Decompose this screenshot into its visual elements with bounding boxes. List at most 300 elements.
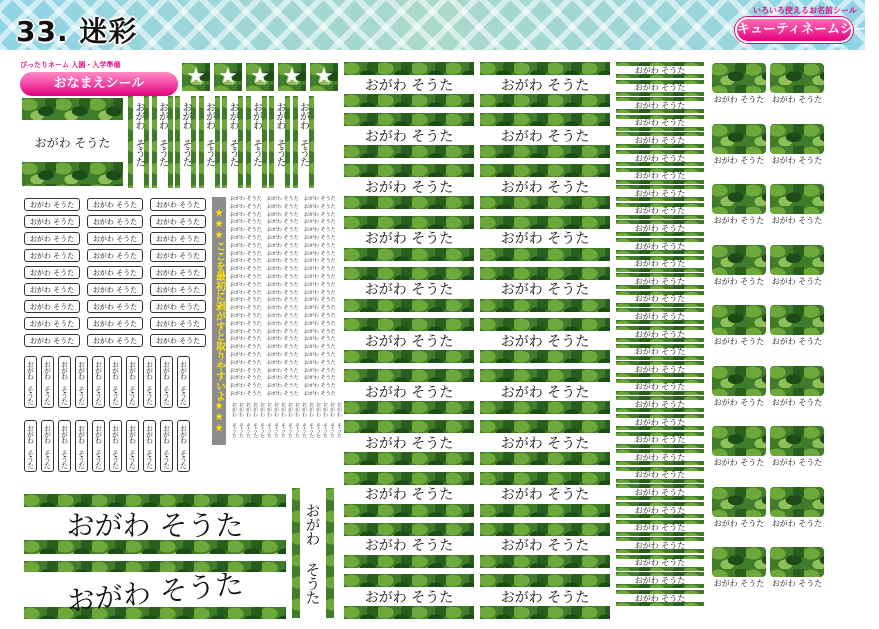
tiny-sticker: おがわ そうた [267, 250, 299, 257]
tiny-sticker: おがわ そうた [267, 281, 299, 288]
name-sticker [616, 379, 704, 395]
name-sticker [344, 267, 474, 312]
square-sticker [712, 426, 766, 481]
tiny-sticker: おがわ そうた [267, 203, 299, 210]
name-sticker [616, 590, 704, 606]
tiny-sticker: おがわ そうた [304, 375, 336, 382]
vertical-strip [246, 96, 267, 188]
tiny-sticker: おがわ そうた [267, 235, 299, 241]
logo-tagline: ぴったりネーム 入園・入学準備 [20, 61, 121, 69]
tiny-sticker: おがわ そうた [304, 289, 336, 296]
sticker-name: おがわ そうた [145, 360, 154, 404]
tiny-sticker: おがわ そうた [230, 336, 262, 343]
sticker-name: おがわ そうた [713, 397, 765, 407]
tiny-sticker: おがわ そうた [267, 328, 299, 335]
name-sticker [344, 318, 474, 363]
camo-pattern [770, 124, 824, 154]
sticker-name: おがわ そうた [771, 216, 823, 225]
sticker-name: おがわ そうた [634, 223, 686, 233]
tiny-sticker: おがわ そうた [230, 367, 262, 374]
sticker-name: おがわ そうた [162, 360, 171, 404]
tiny-sticker: おがわ そうた [267, 359, 299, 366]
square-sticker [770, 366, 824, 421]
mini-sticker: おがわ そうた [150, 198, 206, 211]
mini-vertical-sticker [177, 420, 190, 472]
camo-pattern [770, 547, 824, 577]
sticker-name: おがわ そうた [634, 241, 686, 251]
sticker-name: おがわ そうた [500, 384, 590, 401]
name-sticker [616, 555, 704, 571]
sticker-name: おがわ そうた [771, 397, 823, 407]
mini-vertical-sticker [41, 420, 54, 472]
name-sticker [616, 484, 704, 500]
sticker-name: おがわ そうた [65, 566, 245, 619]
mini-vertical-sticker [160, 420, 173, 472]
vertical-strip [293, 96, 314, 188]
name-sticker [616, 238, 704, 254]
tiny-vertical-sticker: おがわ そうた [336, 402, 342, 438]
sticker-name: おがわ そうた [500, 231, 590, 248]
mini-vertical-sticker [160, 356, 173, 408]
sticker-name: おがわ そうた [303, 502, 322, 604]
tiny-sticker: おがわ そうた [304, 367, 336, 374]
tiny-vertical-sticker: おがわ そうた [252, 402, 258, 438]
tiny-sticker: おがわ そうた [267, 274, 299, 280]
camo-pattern [770, 63, 824, 93]
camo-pattern [712, 487, 766, 517]
tiny-sticker: おがわ そうた [267, 196, 299, 202]
tiny-sticker: おがわ そうた [230, 344, 262, 351]
sticker-name: おがわ そうた [364, 77, 454, 94]
camo-pattern [712, 305, 766, 335]
sticker-name: おがわ そうた [250, 102, 262, 166]
star-icon: ★ [246, 63, 274, 91]
name-sticker [480, 369, 610, 414]
name-sticker [344, 420, 474, 465]
sticker-name: おがわ そうた [713, 579, 765, 588]
sticker-name: おがわ そうた [364, 333, 454, 350]
tiny-sticker: おがわ そうた [230, 383, 262, 390]
sticker-name: おがわ そうた [364, 589, 454, 606]
sticker-name: おがわ そうた [634, 523, 686, 533]
sticker-name: おがわ そうた [227, 102, 238, 166]
sticker-name: おがわ そうた [634, 311, 686, 321]
tiny-sticker: おがわ そうた [304, 297, 336, 304]
tiny-sticker: おがわ そうた [304, 344, 336, 351]
name-sticker [480, 164, 610, 209]
name-sticker [616, 308, 704, 324]
large-sticker [24, 494, 286, 554]
tiny-vertical-sticker: おがわ そうた [315, 402, 321, 438]
sticker-name: おがわ そうた [364, 179, 454, 196]
sticker-name: おがわ そうた [145, 424, 154, 468]
name-sticker [344, 113, 474, 158]
mini-sticker: おがわ そうた [24, 266, 80, 279]
name-sticker [480, 472, 610, 517]
tiny-sticker: おがわ そうた [304, 266, 336, 273]
tiny-sticker: おがわ そうた [230, 391, 262, 397]
sticker-name: おがわ そうた [34, 135, 111, 150]
tiny-sticker: おがわ そうた [267, 227, 299, 234]
vertical-strip [175, 96, 196, 188]
sticker-name: おがわ そうた [771, 276, 823, 286]
square-sticker [770, 426, 824, 481]
sticker-name: おがわ そうた [179, 424, 188, 468]
star-stickers [182, 63, 338, 91]
square-sticker [712, 305, 766, 360]
mini-sticker: おがわ そうた [87, 249, 143, 262]
mini-vertical-sticker [109, 356, 122, 408]
tiny-sticker: おがわ そうた [304, 328, 336, 335]
name-sticker [616, 62, 704, 78]
sticker-name: おがわ そうた [77, 360, 86, 404]
tiny-sticker: おがわ そうた [230, 219, 262, 226]
tiny-sticker: おがわ そうた [230, 250, 262, 257]
sticker-name: おがわ そうた [634, 171, 686, 181]
tiny-sticker: おがわ そうた [304, 203, 336, 210]
mini-sticker: おがわ そうた [87, 283, 143, 296]
sticker-name: おがわ そうた [156, 102, 168, 166]
tiny-sticker: おがわ そうた [267, 266, 299, 273]
tiny-sticker: おがわ そうた [304, 391, 336, 397]
mini-sticker: おがわ そうた [87, 198, 143, 211]
sticker-name: おがわ そうた [634, 118, 686, 128]
sticker-name: おがわ そうた [634, 575, 686, 585]
tiny-sticker: おがわ そうた [304, 258, 336, 265]
sticker-name: おがわ そうた [500, 487, 590, 504]
tiny-sticker: おがわ そうた [230, 196, 262, 202]
square-sticker [712, 63, 766, 118]
sticker-name: おがわ そうた [500, 333, 590, 350]
tiny-sticker: おがわ そうた [267, 289, 299, 296]
mini-sticker: おがわ そうた [24, 283, 80, 296]
name-sticker [344, 472, 474, 517]
square-sticker [770, 63, 824, 118]
mini-vertical-sticker [177, 356, 190, 408]
tiny-sticker: おがわ そうた [267, 344, 299, 351]
camo-pattern [770, 305, 824, 335]
name-sticker [616, 502, 704, 518]
mini-sticker: おがわ そうた [24, 232, 80, 245]
vertical-strip [269, 96, 290, 188]
tiny-sticker: おがわ そうた [304, 274, 336, 280]
vertical-strip [128, 96, 149, 188]
header-banner [0, 0, 879, 50]
sticker-name: おがわ そうた [364, 384, 454, 401]
name-sticker [616, 132, 704, 148]
tiny-sticker: おがわ そうた [230, 203, 262, 210]
tiny-sticker: おがわ そうた [230, 227, 262, 234]
tiny-vertical-sticker: おがわ そうた [273, 402, 279, 438]
mini-vertical-sticker [126, 356, 139, 408]
vertical-strip [199, 96, 220, 188]
tiny-sticker: おがわ そうた [230, 242, 262, 249]
sticker-name: おがわ そうた [771, 518, 823, 528]
mini-vertical-sticker [109, 420, 122, 472]
sticker-name: おがわ そうた [634, 259, 686, 269]
sticker-name: おがわ そうた [634, 276, 686, 286]
mini-sticker: おがわ そうた [87, 266, 143, 279]
star-icon: ★ [278, 63, 306, 91]
tiny-sticker: おがわ そうた [230, 375, 262, 382]
sticker-name: おがわ そうた [634, 206, 686, 216]
sticker-name: おがわ そうた [713, 216, 765, 225]
name-sticker [616, 520, 704, 536]
square-sticker [770, 487, 824, 542]
square-sticker [712, 547, 766, 602]
tiny-sticker: おがわ そうた [267, 313, 299, 319]
name-sticker [480, 318, 610, 363]
name-sticker [616, 168, 704, 184]
tiny-vertical-sticker: おがわ そうた [259, 402, 265, 438]
tiny-vertical-sticker: おがわ そうた [280, 402, 286, 438]
mini-sticker: おがわ そうた [24, 198, 80, 211]
sticker-name: おがわ そうた [634, 83, 686, 93]
mini-sticker: おがわ そうた [87, 232, 143, 245]
mini-vertical-sticker [92, 356, 105, 408]
camo-pattern [712, 366, 766, 396]
name-sticker [616, 273, 704, 289]
name-sticker [480, 420, 610, 465]
name-sticker [344, 164, 474, 209]
square-sticker [712, 245, 766, 300]
square-sticker [770, 245, 824, 300]
square-sticker [770, 547, 824, 602]
name-sticker [480, 267, 610, 312]
tiny-sticker: おがわ そうた [230, 359, 262, 366]
sticker-name: おがわ そうた [500, 179, 590, 196]
sticker-name: おがわ そうた [94, 360, 103, 404]
mini-sticker: おがわ そうた [150, 334, 206, 347]
name-sticker [616, 150, 704, 166]
tiny-sticker: おがわ そうた [304, 359, 336, 366]
tiny-sticker: おがわ そうた [230, 266, 262, 273]
tiny-sticker: おがわ そうた [304, 250, 336, 257]
tiny-vertical-sticker: おがわ そうた [245, 402, 251, 438]
camo-pattern [770, 366, 824, 396]
tiny-vertical-sticker: おがわ そうた [231, 402, 237, 438]
sticker-name: おがわ そうた [500, 128, 590, 145]
sticker-name: おがわ そうた [634, 364, 686, 374]
mini-sticker: おがわ そうた [24, 334, 80, 347]
camo-pattern [770, 245, 824, 275]
sticker-name: おがわ そうた [500, 589, 590, 606]
sticker-name: おがわ そうた [771, 95, 823, 104]
tiny-sticker: おがわ そうた [304, 196, 336, 202]
sticker-name: おがわ そうた [364, 282, 454, 299]
camo-pattern [770, 487, 824, 517]
name-sticker [616, 414, 704, 430]
sticker-name: おがわ そうた [634, 505, 686, 515]
tiny-vertical-sticker: おがわ そうた [287, 402, 293, 438]
sticker-name: おがわ そうた [634, 558, 686, 568]
name-sticker [616, 344, 704, 360]
star-icon: ★ [214, 63, 242, 91]
tiny-sticker: おがわ そうた [267, 375, 299, 382]
tiny-sticker: おがわ そうた [267, 352, 299, 358]
sticker-name: おがわ そうた [634, 452, 686, 462]
name-sticker [616, 203, 704, 219]
sticker-name: おがわ そうた [771, 155, 823, 165]
tiny-sticker: おがわ そうた [267, 383, 299, 390]
mini-sticker: おがわ そうた [150, 283, 206, 296]
sticker-name: おがわ そうた [713, 458, 765, 467]
tiny-sticker: おがわ そうた [267, 258, 299, 265]
sticker-name: おがわ そうた [66, 509, 244, 542]
tiny-sticker: おがわ そうた [304, 352, 336, 358]
square-sticker [770, 305, 824, 360]
sticker-name: おがわ そうた [26, 360, 35, 404]
square-sticker [712, 366, 766, 421]
sticker-name: おがわ そうた [43, 360, 52, 404]
sticker-name: おがわ そうた [634, 100, 686, 110]
tiny-sticker: おがわ そうた [230, 281, 262, 288]
tiny-vertical-sticker: おがわ そうた [329, 402, 335, 438]
star-icon: ★ [310, 63, 338, 91]
camo-pattern [712, 124, 766, 154]
tiny-sticker: おがわ そうた [304, 219, 336, 226]
tiny-vertical-sticker: おがわ そうた [308, 402, 314, 438]
mini-sticker: おがわ そうた [150, 215, 206, 228]
tall-vertical-sticker [292, 488, 334, 618]
sticker-name: おがわ そうた [60, 424, 69, 468]
sticker-name: おがわ そうた [364, 538, 454, 555]
name-sticker [480, 216, 610, 261]
tiny-vertical-sticker: おがわ そうた [322, 402, 328, 438]
page-title: 33. 迷彩 [16, 15, 138, 48]
sticker-name: おがわ そうた [297, 102, 309, 166]
name-sticker [344, 523, 474, 568]
name-sticker [616, 326, 704, 342]
sticker-name: おがわ そうた [133, 102, 144, 166]
name-sticker [344, 216, 474, 261]
name-sticker [616, 432, 704, 448]
mini-sticker: おがわ そうた [24, 300, 80, 313]
sticker-name: おがわ そうた [713, 337, 765, 346]
brand-name: キューティネームシール [735, 17, 853, 43]
mini-sticker: おがわ そうた [24, 215, 80, 228]
tiny-sticker: おがわ そうた [230, 211, 262, 218]
sticker-name: おがわ そうた [634, 470, 686, 480]
tiny-sticker: おがわ そうた [267, 242, 299, 249]
mini-vertical-sticker [92, 420, 105, 472]
name-sticker [616, 185, 704, 201]
sticker-name: おがわ そうた [364, 435, 454, 452]
name-sticker [344, 62, 474, 107]
name-sticker [616, 291, 704, 307]
mini-vertical-sticker [143, 420, 156, 472]
square-sticker [770, 124, 824, 179]
tiny-sticker: おがわ そうた [304, 235, 336, 241]
name-sticker [616, 396, 704, 412]
mini-sticker: おがわ そうた [87, 300, 143, 313]
brand-tagline: いろいろ使えるお名前シール [753, 6, 857, 15]
mini-vertical-sticker [24, 356, 37, 408]
peel-notice [212, 197, 226, 445]
name-sticker [344, 574, 474, 619]
mini-sticker: おがわ そうた [24, 317, 80, 330]
name-sticker [616, 97, 704, 113]
tiny-sticker: おがわ そうた [230, 274, 262, 280]
sticker-name: おがわ そうた [634, 153, 686, 163]
sticker-name: おがわ そうた [180, 102, 191, 166]
mini-sticker: おがわ そうた [24, 249, 80, 262]
tiny-sticker: おがわ そうた [267, 305, 299, 312]
sticker-name: おがわ そうた [203, 102, 215, 166]
sticker-name: おがわ そうた [111, 360, 120, 404]
tiny-sticker: おがわ そうた [304, 242, 336, 249]
brand-logo [735, 5, 879, 45]
name-sticker [616, 256, 704, 272]
logo-name: おなまえシール [20, 72, 178, 96]
tiny-sticker: おがわ そうた [230, 289, 262, 296]
sticker-name: おがわ そうた [179, 360, 188, 404]
sticker-name: おがわ そうた [364, 487, 454, 504]
tiny-sticker: おがわ そうた [267, 391, 299, 397]
peel-notice-text: ★★★ここを最初に剥がすと取りやすいよ★★★ [213, 208, 225, 434]
onamae-logo [20, 60, 178, 96]
sticker-name: おがわ そうた [713, 276, 765, 286]
mini-sticker: おがわ そうた [150, 300, 206, 313]
sticker-name: おがわ そうた [634, 593, 686, 603]
tiny-sticker: おがわ そうた [304, 227, 336, 234]
vertical-strip [222, 96, 243, 188]
sticker-name: おがわ そうた [500, 282, 590, 299]
sticker-name: おがわ そうた [162, 424, 171, 468]
sticker-name: おがわ そうた [634, 399, 686, 409]
name-sticker [616, 449, 704, 465]
mini-vertical-sticker [75, 356, 88, 408]
name-sticker [344, 369, 474, 414]
mini-sticker: おがわ そうた [150, 249, 206, 262]
mini-sticker: おがわ そうた [150, 232, 206, 245]
sticker-name: おがわ そうた [634, 487, 686, 497]
sticker-name: おがわ そうた [771, 579, 823, 588]
tiny-vertical-sticker: おがわ そうた [266, 402, 272, 438]
sticker-name: おがわ そうた [77, 424, 86, 468]
camo-pattern [712, 184, 766, 214]
sticker-name: おがわ そうた [60, 360, 69, 404]
sticker-name: おがわ そうた [500, 77, 590, 94]
name-sticker [480, 574, 610, 619]
sticker-name: おがわ そうた [634, 329, 686, 339]
sticker-name: おがわ そうた [634, 347, 686, 357]
sticker-name: おがわ そうた [500, 435, 590, 452]
tiny-sticker: おがわ そうた [267, 320, 299, 327]
sticker-name: おがわ そうた [26, 424, 35, 468]
tiny-sticker: おがわ そうた [304, 313, 336, 319]
mini-sticker: おがわ そうた [150, 317, 206, 330]
sticker-name: おがわ そうた [94, 424, 103, 468]
sticker-name: おがわ そうた [634, 188, 686, 198]
tiny-sticker: おがわ そうた [267, 211, 299, 218]
square-sticker [712, 487, 766, 542]
sticker-name: おがわ そうた [364, 128, 454, 145]
mini-sticker: おがわ そうた [87, 334, 143, 347]
sticker-name: おがわ そうた [634, 135, 686, 145]
tiny-sticker: おがわ そうた [230, 258, 262, 265]
tiny-sticker: おがわ そうた [304, 320, 336, 327]
mini-sticker: おがわ そうた [150, 266, 206, 279]
sticker-name: おがわ そうた [713, 155, 765, 165]
mini-sticker: おがわ そうた [87, 215, 143, 228]
sticker-name: おがわ そうた [111, 424, 120, 468]
camo-pattern [712, 245, 766, 275]
sticker-name: おがわ そうた [713, 95, 765, 104]
sticker-name: おがわ そうた [771, 458, 823, 467]
mini-vertical-sticker [58, 356, 71, 408]
mini-vertical-sticker [41, 356, 54, 408]
